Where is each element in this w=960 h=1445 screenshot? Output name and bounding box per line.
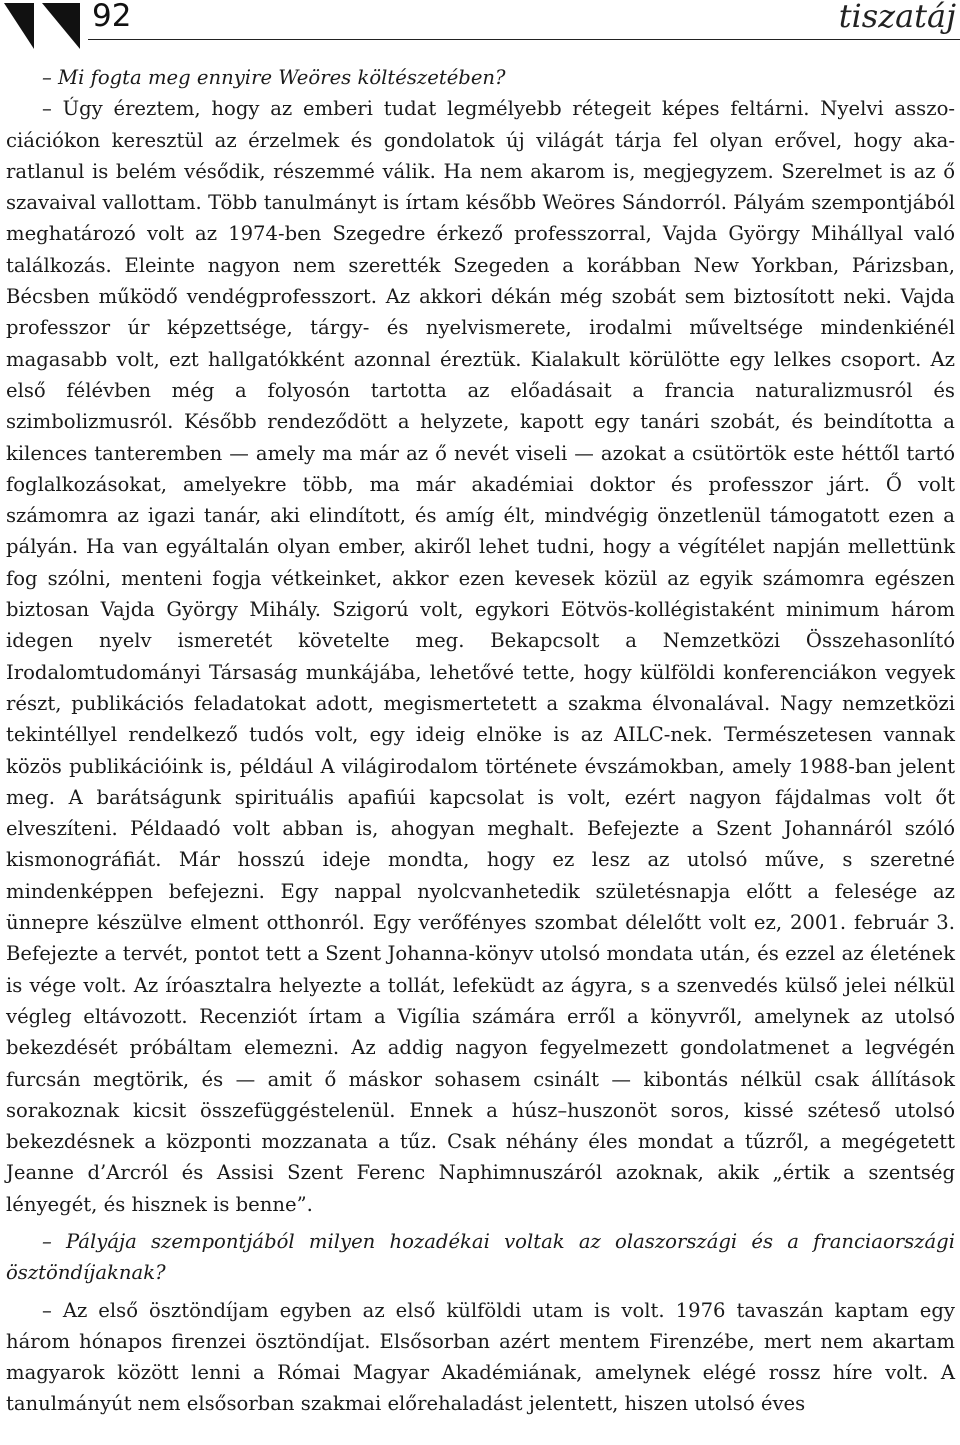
journal-title: tiszatáj	[838, 0, 956, 35]
header-rule	[88, 39, 960, 40]
article-body	[6, 62, 955, 1420]
page-header	[0, 0, 960, 50]
interview-question-1: – Mi fogta meg ennyire Weöres költészetében?	[42, 66, 506, 89]
interview-question-2: – Pályája szempontjából milyen hozadékai voltak az olaszországi és a franciaországi ösztöndíjaknak?	[6, 1229, 955, 1285]
page-number: 92	[92, 0, 132, 34]
interview-answer-1: – Úgy éreztem, hogy az emberi tudat legmélyebb rétegeit képes feltárni. Nyelvi asszociációkon keresztül az érzelmek és gondolatok új világát tárja fel olyan erővel, hogy akaratlanul is belém vésődik, részemmé válik. Ha nem akarom is, megjegyzem. Szerelmet is az ő szavaival vallottam. Több tanulmányt is írtam később Weöres Sándorról. Pályám szempontjából meghatározó volt az 1974-ben Szegedre érkező professzorral, Vajda György Mihállyal való találkozás. Eleinte nagyon nem szerették Szegeden a korábban New Yorkban, Párizsban, Bécsben működő vendégprofesszort. Az akkori dékán még szobát sem biztosított neki. Vajda professzor úr képzettsége, tárgy- és nyelvismerete, irodalmi műveltsége mindenkiénél magasabb volt, ezt hallgatókként azonnal éreztük. Kialakult körülötte egy lelkes csoport. Az első félévben még a folyosón tartotta az előadásait a francia naturalizmusról és szimbolizmusról. Később rendeződött a helyzete, kapott egy tanári szobát, és beindította a kilences tanteremben — amely ma már az ő nevét viseli — azokat a csütörtök este héttől tartó foglalkozásokat, amelyekre több, ma már akadémiai doktor és professzor járt. Ő volt számomra az igazi tanár, aki elindított, és amíg élt, mindvégig önzetlenül támogatott ezen a pályán. Ha van egyáltalán olyan ember, akiről lehet tudni, hogy a végítélet napján mellettünk fog szólni, menteni fogja vétkeinket, akkor ezen kevesek közül az egyik számomra egészen biztosan Vajda György Mihály. Szigorú volt, egykori Eötvös-kollégistaként minimum három idegen nyelv ismeretét követelte meg. Bekapcsolt a Nemzetközi Összehasonlító Irodalomtudományi Társaság munkájába, lehetővé tette, hogy külföldi konferenciákon vegyek részt, publikációs feladatokat adott, megismertetett a szakma élvonalával. Nagy nemzetközi tekintéllyel rendelkező tudós volt, egy ideig elnöke is az AILC-nek. Természetesen vannak közös publikációink is, például A világirodalom története évszámokban, amely 1988-ban jelent meg. A barátságunk spirituális apafiúi kapcsolat is volt, ezért nagyon fájdalmas volt őt elveszíteni. Példaadó volt abban is, ahogyan meghalt. Befejezte a Szent Johannáról szóló kismonográfiát. Már hosszú ideje mondta, hogy ez lesz az utolsó műve, s szeretné mindenképpen befejezni. Egy nappal nyolcvanhetedik születésnapja előtt a felesége az ünnepre készülve elment otthonról. Egy verőfényes szombat délelőtt volt ez, 2001. február 3. Befejezte a tervét, pontot tett a Szent Johanna-könyv utolsó mondata után, és ezzel az életének is vége volt. Az íróasztalra helyezte a tollát, lefeküdt az ágyra, s a szenvedés külső jelei nélkül végleg eltávozott. Recenziót írtam a Vigília számára erről a könyvről, amelynek az utolsó bekezdését próbáltam elemezni. Az addig nagyon fegyelmezett gondolatmenet a legvégén furcsán megtörik, és — amit ő máskor sohasem csinált — kibontás nélkül csak állítások sorakoznak kicsit összefüggéstelenül. Ennek a húsz–huszonöt soros, kissé széteső utolsó bekezdésnek a központi mozzanata a tűz. Csak néhány éles mondat a tűzről, a megégetett Jeanne d’Arcról és Assisi Szent Ferenc Naphimnuszáról azoknak, akik „értik a szentség lényegét, és hisznek is benne”.	[6, 97, 955, 1216]
interview-answer-2: – Az első ösztöndíjam egyben az első külföldi utam is volt. 1976 tavaszán kaptam egy három hónapos firenzei ösztöndíjat. Elsősorban azért mentem Firenzébe, mert nem akartam magyarok között lenni a Római Magyar Akadémiának, amelynek elégé rossz híre volt. A tanulmányút nem elsősorban szakmai előrehaladást jelentett, hiszen utolsó éves	[6, 1298, 955, 1416]
double-triangle-logo-icon	[4, 3, 80, 49]
